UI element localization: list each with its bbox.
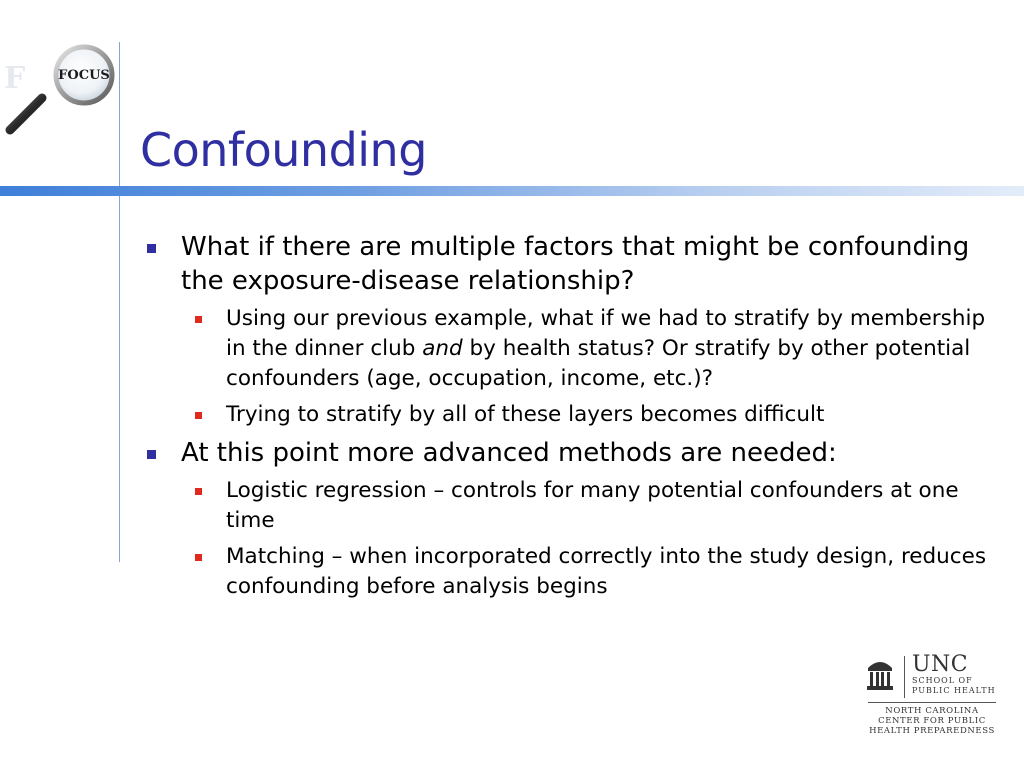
sub-bullet-text: Trying to stratify by all of these layers becomes difficult	[226, 402, 825, 427]
unc-wordmark	[912, 654, 996, 696]
center-line-3: HEALTH PREPAREDNESS	[869, 726, 995, 736]
unc-logo	[862, 654, 1002, 738]
square-bullet-icon	[195, 554, 202, 561]
bullet-text: What if there are multiple factors that might be confounding the exposure-disease relationship?	[181, 232, 970, 296]
title-underline-bar	[0, 186, 1024, 196]
sub-bullet-item	[226, 400, 1010, 430]
unc-main-text: UNC	[912, 652, 969, 677]
unc-public-health-text: PUBLIC HEALTH	[912, 686, 996, 695]
center-name	[862, 706, 1002, 736]
sub-bullet-item	[226, 304, 1010, 394]
sub-bullet-item	[226, 542, 1010, 602]
sub-bullet-item	[226, 476, 1010, 536]
square-bullet-icon	[195, 488, 202, 495]
old-well-icon	[866, 656, 894, 692]
logo-rule	[868, 702, 996, 703]
emphasis-text: and	[422, 336, 463, 361]
unc-school-text: SCHOOL OF	[912, 676, 973, 685]
square-bullet-icon	[147, 244, 156, 253]
bullet-text: At this point more advanced methods are needed:	[181, 438, 837, 468]
sub-bullet-text-part: by health status? Or stratify by other potential confounders (age, occupation, income, etc.)?	[226, 336, 971, 391]
focus-logo	[4, 44, 116, 140]
bullet-item	[140, 230, 1010, 298]
svg-text:F: F	[4, 61, 26, 96]
bullet-list	[140, 230, 1010, 608]
magnifying-glass-icon	[4, 44, 116, 140]
focus-logo-text: FOCUS	[58, 68, 110, 83]
vertical-divider	[119, 42, 120, 562]
square-bullet-icon	[195, 412, 202, 419]
square-bullet-icon	[147, 450, 156, 459]
square-bullet-icon	[195, 316, 202, 323]
slide-title: Confounding	[140, 123, 427, 177]
center-line-1: NORTH CAROLINA	[885, 706, 979, 716]
sub-bullet-text	[226, 306, 985, 391]
logo-divider	[904, 656, 905, 698]
sub-bullet-text-part: Using our previous example, what if we had to stratify by membership in the dinner club	[226, 306, 986, 361]
center-line-2: CENTER FOR PUBLIC	[878, 716, 986, 726]
sub-bullet-text: Matching – when incorporated correctly into the study design, reduces confounding before analysis begins	[226, 544, 987, 599]
sub-bullet-text: Logistic regression – controls for many potential confounders at one time	[226, 478, 959, 533]
bullet-item	[140, 436, 1010, 470]
